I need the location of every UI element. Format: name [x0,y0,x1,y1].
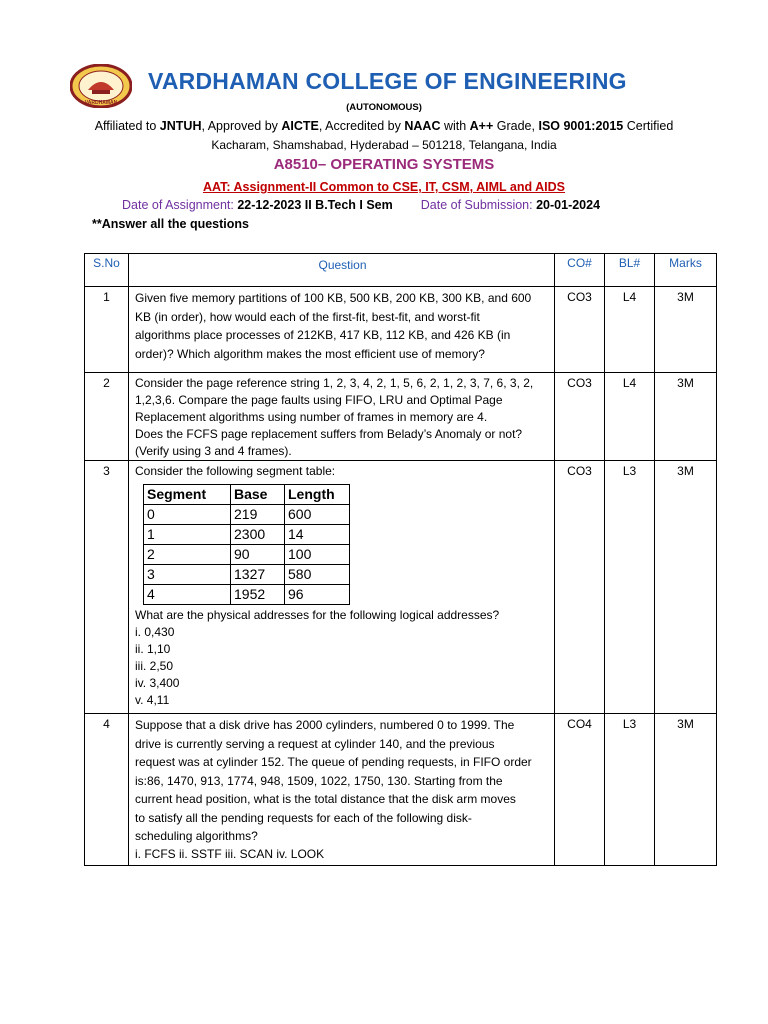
segment-cell: 1327 [231,565,285,585]
segment-cell: 2300 [231,525,285,545]
instruction: **Answer all the questions [92,217,249,231]
assignment-date-label: Date of Assignment: [122,198,238,212]
row-sno: 1 [85,287,129,373]
question-line: Does the FCFS page replacement suffers from Belady’s Anomaly or not? [135,427,523,441]
submission-date-value: 20-01-2024 [536,198,601,212]
table-row [85,461,717,714]
question-line: What are the physical addresses for the following logical addresses? [135,608,500,622]
segment-row [144,525,350,545]
row-sno: 3 [85,461,129,714]
segment-cell: 100 [285,545,350,565]
question-line: ii. 1,10 [135,642,171,656]
segment-cell: 219 [231,505,285,525]
row-question [129,461,555,714]
header-question: Question [129,254,555,287]
course-title: A8510– OPERATING SYSTEMS [273,156,495,173]
header-bl: BL# [605,254,655,287]
segment-cell: 1952 [231,585,285,605]
row-co: CO3 [555,287,605,373]
header-marks: Marks [655,254,717,287]
question-line: to satisfy all the pending requests for each of the following disk- [135,810,472,825]
logo-text: VARDHAMAN [84,100,118,106]
question-line: is:86, 1470, 913, 1774, 948, 1509, 1022, 1750, 130. Starting from the [135,773,503,788]
question-line: KB (in order), how would each of the first-fit, best-fit, and worst-fit [135,309,480,324]
segment-header: Base [231,485,285,505]
question-line: i. 0,430 [135,625,175,639]
question-line: v. 4,11 [135,693,170,707]
row-marks: 3M [655,714,717,866]
submission-date-label: Date of Submission: [420,198,537,212]
segment-row [144,585,350,605]
row-bl: L4 [605,373,655,461]
segment-cell: 580 [285,565,350,585]
segment-cell: 1 [144,525,231,545]
affiliation-line: Affiliated to JNTUH, Approved by AICTE, Accredited by NAAC with A++ Grade, ISO 9001:2015 Certified [94,119,674,133]
assignment-title: AAT: Assignment-II Common to CSE, IT, CSM, AIML and AIDS [202,180,566,194]
segment-row [144,565,350,585]
row-co: CO3 [555,373,605,461]
question-line: scheduling algorithms? [135,829,258,843]
question-line: 1,2,3,6. Compare the page faults using FIFO, LRU and Optimal Page [135,393,503,407]
college-address: Kacharam, Shamshabad, Hyderabad – 501218, Telangana, India [211,138,557,152]
row-marks: 3M [655,373,717,461]
college-name: VARDHAMAN COLLEGE OF ENGINEERING [148,68,627,94]
questions-table [84,253,717,866]
question-line: drive is currently serving a request at cylinder 140, and the previous [135,736,495,751]
row-question [129,714,555,866]
row-bl: L3 [605,461,655,714]
row-marks: 3M [655,461,717,714]
question-line: order)? Which algorithm makes the most efficient use of memory? [135,346,485,361]
segment-cell: 96 [285,585,350,605]
question-line: Suppose that a disk drive has 2000 cylinders, numbered 0 to 1999. The [135,718,515,732]
autonomous-label: (AUTONOMOUS) [346,102,422,113]
row-sno: 4 [85,714,129,866]
segment-cell: 90 [231,545,285,565]
segment-header-row [144,485,350,505]
dates-line [122,198,600,212]
segment-row [144,505,350,525]
question-line: Consider the page reference string 1, 2, 3, 4, 2, 1, 5, 6, 2, 1, 2, 3, 7, 6, 3, 2, [135,376,534,390]
segment-header: Length [285,485,350,505]
question-line: (Verify using 3 and 4 frames). [135,444,292,458]
question-line: current head position, what is the total distance that the disk arm moves [135,792,516,806]
question-line: Consider the following segment table: [135,464,336,478]
question-line: iii. 2,50 [135,659,174,673]
row-co: CO3 [555,461,605,714]
segment-table [143,484,350,605]
segment-header: Segment [144,485,231,505]
segment-cell: 0 [144,505,231,525]
segment-cell: 600 [285,505,350,525]
segment-cell: 3 [144,565,231,585]
segment-row [144,545,350,565]
table-header-row [85,254,717,287]
question-line: i. FCFS ii. SSTF iii. SCAN iv. LOOK [135,846,325,861]
segment-cell: 2 [144,545,231,565]
table-row [85,287,717,373]
assignment-date-value: 22-12-2023 II B.Tech I Sem [237,198,393,212]
question-line: Replacement algorithms using number of frames in memory are 4. [135,410,488,424]
row-bl: L3 [605,714,655,866]
question-line: Given five memory partitions of 100 KB, 500 KB, 200 KB, 300 KB, and 600 [135,291,532,305]
question-line: request was at cylinder 152. The queue of pending requests, in FIFO order [135,755,532,769]
row-marks: 3M [655,287,717,373]
row-question [129,287,555,373]
segment-cell: 4 [144,585,231,605]
header-co: CO# [555,254,605,287]
segment-cell: 14 [285,525,350,545]
table-row [85,714,717,866]
question-line: algorithms place processes of 212KB, 417 KB, 112 KB, and 426 KB (in [135,328,511,342]
row-question [129,373,555,461]
row-co: CO4 [555,714,605,866]
row-bl: L4 [605,287,655,373]
header-sno: S.No [85,254,129,287]
table-row [85,373,717,461]
row-sno: 2 [85,373,129,461]
question-line: iv. 3,400 [135,676,180,690]
